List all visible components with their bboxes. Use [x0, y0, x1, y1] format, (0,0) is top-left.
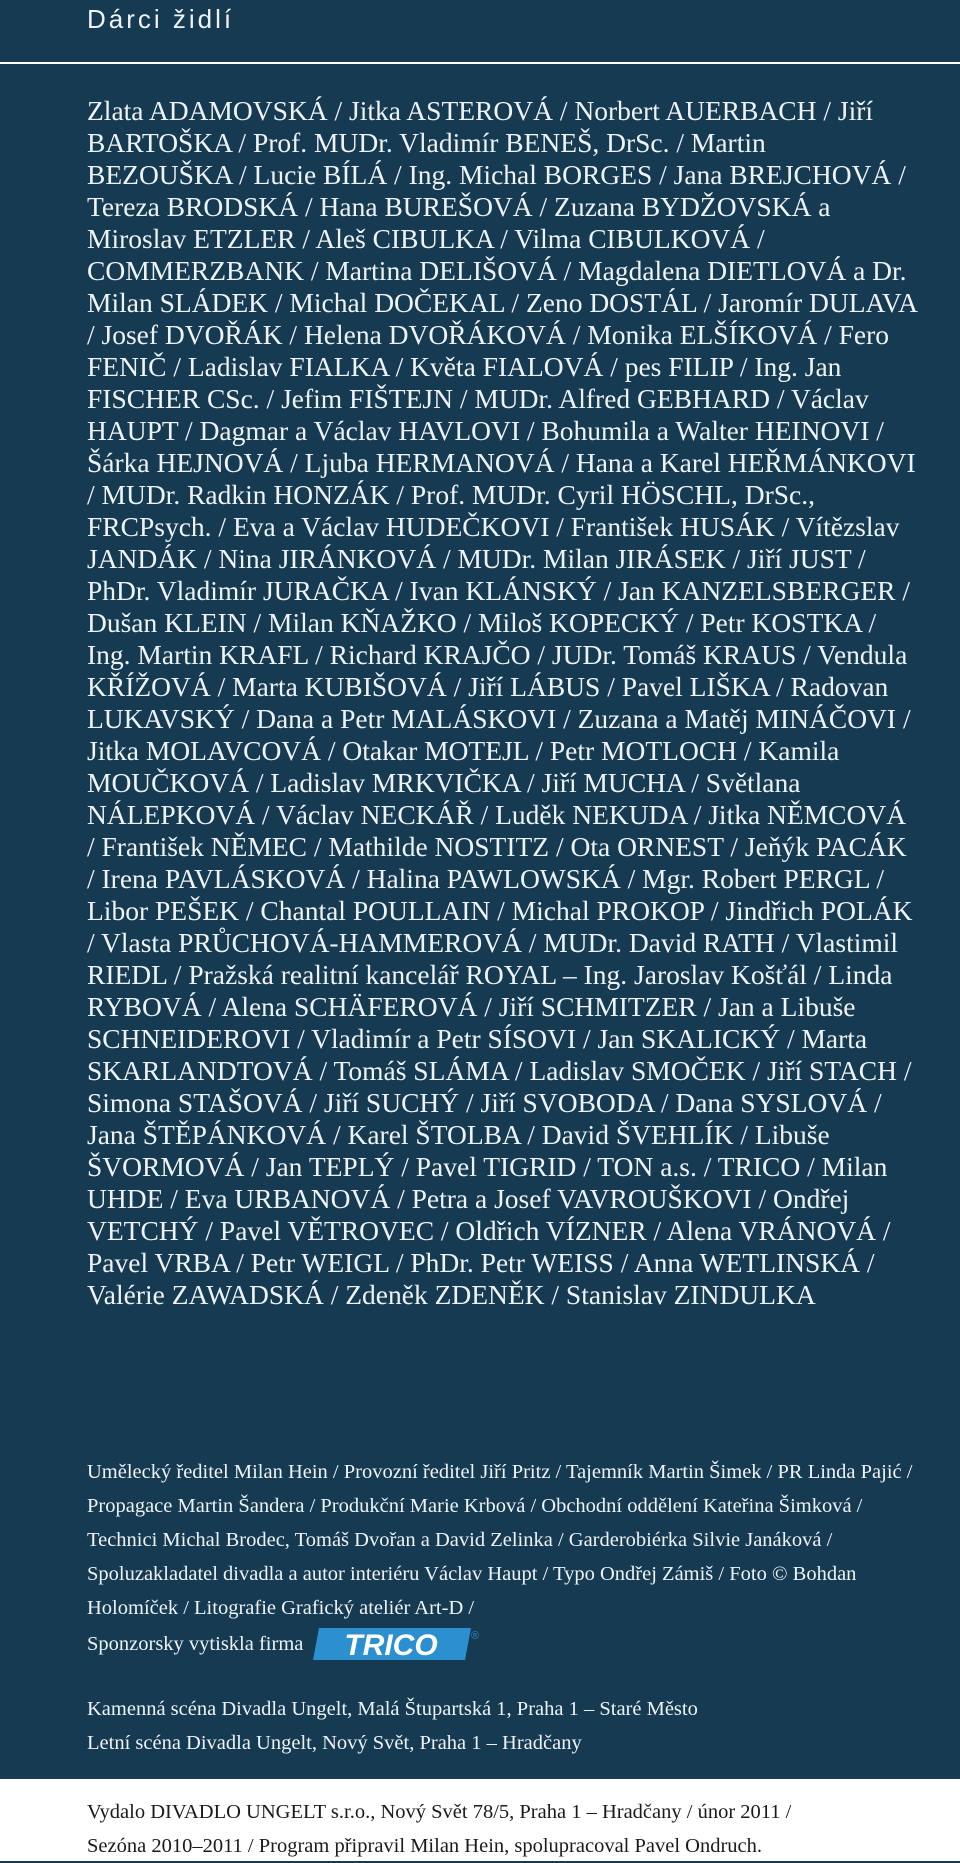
footer	[0, 1779, 960, 1861]
trico-logo	[309, 1625, 479, 1663]
trico-logo-registered: ®	[471, 1630, 480, 1642]
venues	[87, 1692, 917, 1760]
header-bar	[0, 0, 960, 64]
venue-stone-stage: Kamenná scéna Divadla Ungelt, Malá Štupartská 1, Praha 1 – Staré Město	[87, 1698, 698, 1720]
season-line: Sezóna 2010–2011 / Program připravil Milan Hein, spolupracoval Pavel Ondruch.	[87, 1835, 763, 1857]
staff-credits-text: Umělecký ředitel Milan Hein / Provozní ředitel Jiří Pritz / Tajemník Martin Šimek / PR Linda Pajić / Propagace Martin Šandera / Produkční Marie Krbová / Obchodní oddělení Kateřina Šimková / Technici Michal Brodec, Tomáš Dvořan a David Zelinka / Garderobiérka Silvie Janáková / Spoluzakladatel divadla a autor interiéru Václav Haupt / Typo Ondřej Zámiš / Foto © Bohdan Holomíček / Litografie Grafický ateliér Art-D /	[87, 1461, 913, 1619]
venue-summer-stage: Letní scéna Divadla Ungelt, Nový Svět, Praha 1 – Hradčany	[87, 1732, 582, 1754]
sponsor-line	[87, 1625, 917, 1663]
staff-credits	[87, 1455, 917, 1663]
trico-logo-text: TRICO	[344, 1629, 439, 1662]
donor-list: Zlata ADAMOVSKÁ / Jitka ASTEROVÁ / Norbert AUERBACH / Jiří BARTOŠKA / Prof. MUDr. Vladimír BENEŠ, DrSc. / Martin BEZOUŠKA / Lucie BÍLÁ / Ing. Michal BORGES / Jana BREJCHOVÁ / Tereza BRODSKÁ / Hana BUREŠOVÁ / Zuzana BYDŽOVSKÁ a Miroslav ETZLER / Aleš CIBULKA / Vilma CIBULKOVÁ / COMMERZBANK / Martina DELIŠOVÁ / Magdalena DIETLOVÁ a Dr. Milan SLÁDEK / Michal DOČEKAL / Zeno DOSTÁL / Jaromír DULAVA / Josef DVOŘÁK / Helena DVOŘÁKOVÁ / Monika ELŠÍKOVÁ / Fero FENIČ / Ladislav FIALKA / Květa FIALOVÁ / pes FILIP / Ing. Jan FISCHER CSc. / Jefim FIŠTEJN / MUDr. Alfred GEBHARD / Václav HAUPT / Dagmar a Václav HAVLOVI / Bohumila a Walter HEINOVI / Šárka HEJNOVÁ / Ljuba HERMANOVÁ / Hana a Karel HEŘMÁNKOVI / MUDr. Radkin HONZÁK / Prof. MUDr. Cyril HÖSCHL, DrSc., FRCPsych. / Eva a Václav HUDEČKOVI / František HUSÁK / Vítězslav JANDÁK / Nina JIRÁNKOVÁ / MUDr. Milan JIRÁSEK / Jiří JUST / PhDr. Vladimír JURAČKA / Ivan KLÁNSKÝ / Jan KANZELSBERGER / Dušan KLEIN / Milan KŇAŽKO / Miloš KOPECKÝ / Petr KOSTKA / Ing. Martin KRAFL / Richard KRAJČO / JUDr. Tomáš KRAUS / Vendula KŘÍŽOVÁ / Marta KUBIŠOVÁ / Jiří LÁBUS / Pavel LIŠKA / Radovan LUKAVSKÝ / Dana a Petr MALÁSKOVI / Zuzana a Matěj MINÁČOVI / Jitka MOLAVCOVÁ / Otakar MOTEJL / Petr MOTLOCH / Kamila MOUČKOVÁ / Ladislav MRKVIČKA / Jiří MUCHA / Světlana NÁLEPKOVÁ / Václav NECKÁŘ / Luděk NEKUDA / Jitka NĚMCOVÁ / František NĚMEC / Mathilde NOSTITZ / Ota ORNEST / Jeňýk PACÁK / Irena PAVLÁSKOVÁ / Halina PAWLOWSKÁ / Mgr. Robert PERGL / Libor PEŠEK / Chantal POULLAIN / Michal PROKOP / Jindřich POLÁK / Vlasta PRŮCHOVÁ-HAMMEROVÁ / MUDr. David RATH / Vlastimil RIEDL / Pražská realitní kancelář ROYAL – Ing. Jaroslav Košťál / Linda RYBOVÁ / Alena SCHÄFEROVÁ / Jiří SCHMITZER / Jan a Libuše SCHNEIDEROVI / Vladimír a Petr SÍSOVI / Jan SKALICKÝ / Marta SKARLANDTOVÁ / Tomáš SLÁMA / Ladislav SMOČEK / Jiří STACH / Simona STAŠOVÁ / Jiří SUCHÝ / Jiří SVOBODA / Dana SYSLOVÁ / Jana ŠTĚPÁNKOVÁ / Karel ŠTOLBA / David ŠVEHLÍK / Libuše ŠVORMOVÁ / Jan TEPLÝ / Pavel TIGRID / TON a.s. / TRICO / Milan UHDE / Eva URBANOVÁ / Petra a Josef VAVROUŠKOVI / Ondřej VETCHÝ / Pavel VĚTROVEC / Oldřich VÍZNER / Alena VRÁNOVÁ / Pavel VRBA / Petr WEIGL / PhDr. Petr WEISS / Anna WETLINSKÁ / Valérie ZAWADSKÁ / Zdeněk ZDENĚK / Stanislav ZINDULKA	[87, 95, 917, 1310]
page-title: Dárci židlí	[87, 4, 235, 34]
trico-logo-graphic	[309, 1625, 479, 1663]
sponsor-label: Sponzorsky vytiskla firma	[87, 1633, 304, 1655]
publisher-line: Vydalo DIVADLO UNGELT s.r.o., Nový Svět 78/5, Praha 1 – Hradčany / únor 2011 /	[87, 1801, 792, 1823]
footer-text	[87, 1795, 927, 1863]
